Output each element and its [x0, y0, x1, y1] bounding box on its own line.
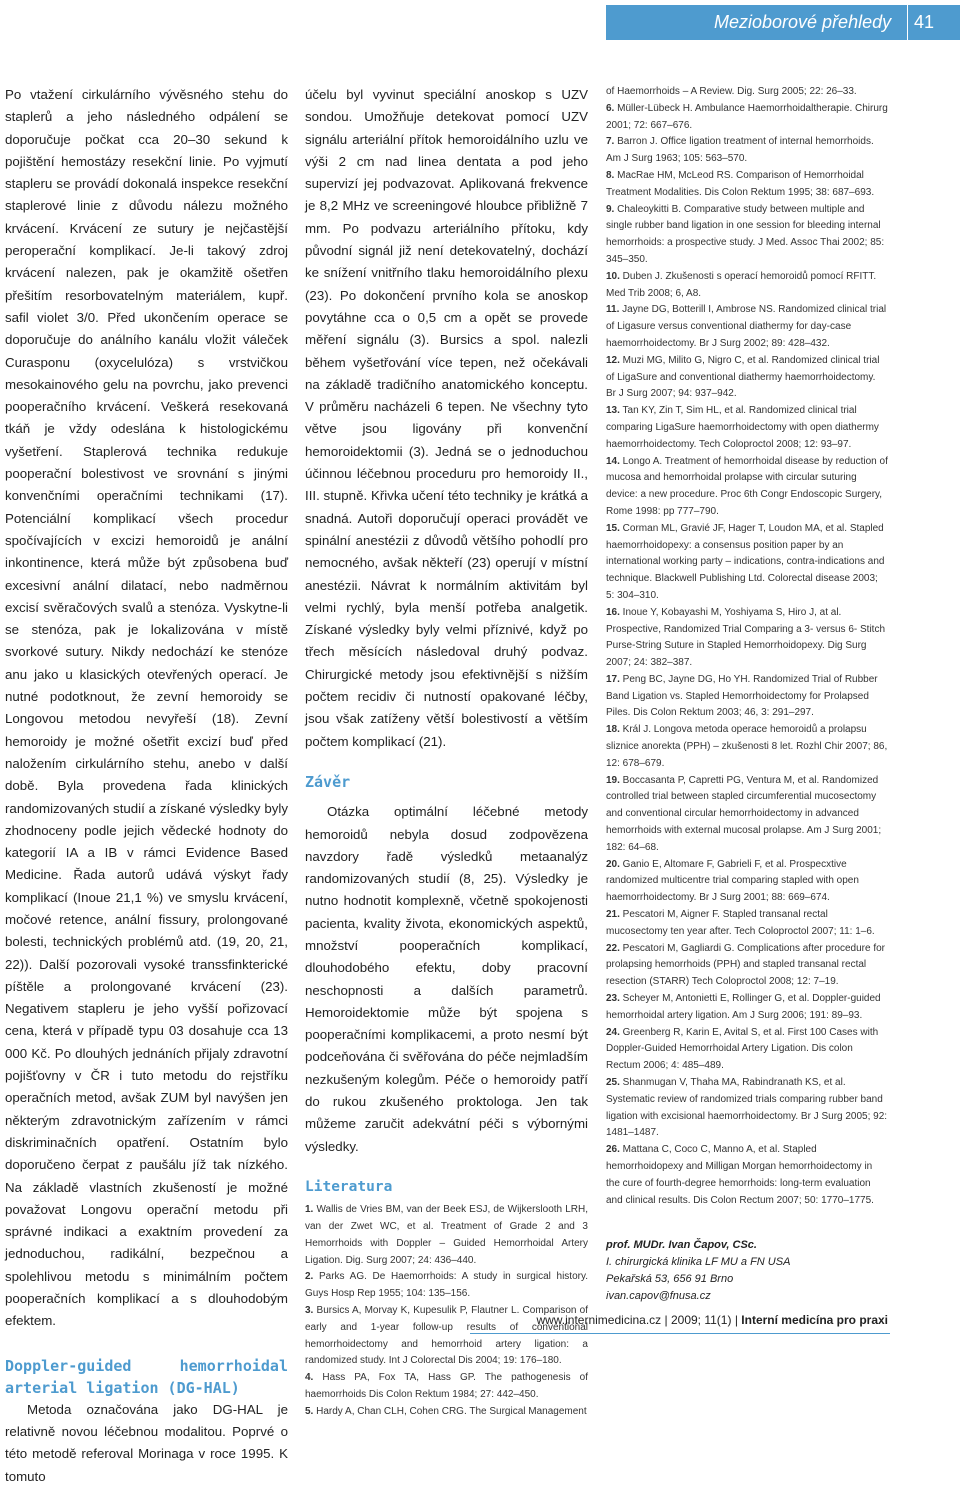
section-title: Mezioborové přehledy	[714, 12, 892, 32]
page-header	[606, 5, 960, 40]
column-2	[305, 84, 588, 1421]
page-number: 41	[913, 12, 934, 32]
author-block	[606, 1237, 888, 1305]
author-email[interactable]: ivan.capov@fnusa.cz	[606, 1290, 711, 1303]
reference-item: 2. Parks AG. De Haemorrhoids: A study in surgical history. Guys Hosp Rep 1955; 104: 135–156.	[305, 1271, 588, 1300]
footer-issue: 2009; 11(1)	[670, 1313, 732, 1327]
reference-item: 13. Tan KY, Zin T, Sim HL, et al. Randomized clinical trial comparing LigaSure haemorrhoidectomy with open diathermy haemorrhoidectomy. Tech Coloproctol 2008; 12: 93–97.	[606, 405, 879, 450]
reference-item: 12. Muzi MG, Milito G, Nigro C, et al. Randomized clinical trial of LigaSure and conventional diathermy haemorrhoidectomy. Br J Surg 2007; 94: 937–942.	[606, 354, 880, 400]
reference-item: 24. Greenberg R, Karin E, Avital S, et al. First 100 Cases with Doppler-Guided Hemorrhoidal Artery Ligation. Dis colon Rectum 2006; 4: 485–489.	[606, 1026, 879, 1072]
reference-item: 6. Müller-Lübeck H. Ambulance Haemorrhoidaltherapie. Chirurg 2001; 72: 667–676.	[606, 102, 888, 131]
reference-item: 25. Shanmugan V, Thaha MA, Rabindranath KS, et al. Systematic review of randomized trials comparing rubber band ligation with excisional haemorrhoidectomy. Br J Surg 2005; 92: 1481–1487.	[606, 1077, 888, 1139]
column-1	[5, 84, 288, 1488]
reference-item: 23. Scheyer M, Antonietti E, Rollinger G, et al. Doppler-guided hemorrhoidal artery ligation. Am J Surg 2006; 191: 89–93.	[606, 993, 881, 1021]
header-divider	[907, 5, 908, 40]
reference-item: 16. Inoue Y, Kobayashi M, Yoshiyama S, Hiro J, at al. Prospective, Randomized Trial Comparing a 3- versus 6- Stitch Purse-String Suture in Stapled Hemorrhoidopexy. Dig Surg 2007; 24: 382–387.	[606, 606, 886, 669]
author-address: Pekařská 53, 656 91 Brno	[606, 1273, 734, 1286]
section-heading-zaver: Závěr	[305, 772, 351, 791]
column-3	[606, 84, 888, 1305]
reference-item: 21. Pescatori M, Aigner F. Stapled transanal rectal mucosectomy ten year after. Tech Coloproctol 2007; 11: 1–6.	[606, 909, 875, 937]
reference-list	[606, 84, 888, 1209]
section-heading-dghal: Doppler-guided hemorrhoidal arterial ligation (DG-HAL)	[5, 1356, 288, 1397]
reference-item: 19. Boccasanta P, Capretti PG, Ventura M, et al. Randomized controlled trial between stapled circumferential mucosectomy and conventional circular hemorrhoidectomy in advanced hemorrhoids with external mucosal prolapse. Am J Surg 2001; 182: 64–68.	[606, 774, 882, 853]
paragraph: Po vtažení cirkulárního vývěsného stehu do staplerů a jeho následného odpálení se doporučuje počkat cca 20–30 sekund k pojištění hemostázy resekční linie. Po vyjmutí stapleru se provádí dokonalá inspekce resekční staplerové linie z důvodu nálezu možného krvácení. Krvácení ze sutury je nejčastější peroperační komplikací. Je-li takový zdroj krvácení nalezen, pak je okamžitě ošetřen přešitím resorbovatelným materiálem, kupř. safil violet 3/0. Před ukončením operace se doporučuje do análního kanálu vložit váleček Curasponu (oxycelulóza) s vrstvičkou mesokainového gelu na povrchu, jako prevenci pooperačního krvácení. Veškerá resekovaná tkáň je vždy odeslána k histologickému vyšetření. Staplerová technika redukuje pooperační bolestivost ve srovnání s jinými konvenčními operačními technikami (17). Potenciální komplikací všech procedur spočívajících v excizi hemoroidů je anální inkontinence, která může být způsobena buď excesivní anální dilatací, nebo nadměrnou excisí svěračových svalů a stenóza. Vyskytne-li se stenóza, pak je lokalizována v místě svorkové sutury. Nikdy nedochází ke stenóze anu jako u klasických otevřených operací. Je nutné podotknout, že zevní hemoroidy se Longovou metodou nevyřeší (18). Zevní hemoroidy je možné ošetřit excizí buď před naložením cirkulárního stehu, anebo v další době. Byla provedena řada klinických randomizovaných studií a získané výsledky byly zhodnoceny podle jejich vědecké hodnoty do kategorií IA a IB v rámci Evidence Based Medicine. Řada autorů udává výskyt řady komplikací (Inoue 21,1 %) ve smyslu krvácení, močové retence, anální fissury, prolongované bolesti, technických problémů atd. (19, 20, 21, 22)). Další pozorovali vysoké transsfinkterické píštěle a prolongované krvácení (23). Negativem stapleru je jeho vyšší pořizovací cena, která v případě typu 03 dosahuje cca 13 000 Kč. Po dlouhých jednáních přijaly zdravotní pojišťovny v ČR i tuto metodu do rejstříku operačních metod, avšak ZUM byl navýšen jen některým zdravotnickým zařízením v rámci diskriminačních opatření. Ostatním bylo doporučeno čerpat z paušálu jíž tak nízkého. Na základě vlastních zkušeností je možné považovat Longovu operační metodu při správné indikaci a exaktním provedení za jednoduchou, radikální, bezpečnou a spolehlivou metodu s minimálním počtem pooperačních komplikací a s dlouhodobým efektem.	[5, 87, 288, 1329]
reference-item: 9. Chaleoykitti B. Comparative study between multiple and single rubber band ligation in one session for bleeding internal hemorrhoids: a prospective study. J Med. Assoc Thai 2002; 85: 345–350.	[606, 203, 885, 265]
footer-separator: |	[734, 1313, 738, 1327]
reference-item: of Haemorrhoids – A Review. Dig. Surg 2005; 22: 26–33.	[606, 86, 857, 97]
reference-item: 7. Barron J. Office ligation treatment of internal hemorrhoids. Am J Surg 1963; 105: 563–570.	[606, 136, 874, 165]
paragraph: účelu byl vyvinut speciální anoskop s UZV sondou. Umožňuje detekovat pomocí UZV signálu arteriální přítok hemoroidálního uzlu ve výši 2 cm nad linea dentata a pod jeho supervizí jej podvazovat. Aplikovaná frekvence je 8,2 MHz ve screeningové hloubce přibližně 7 mm. Po podvazu arteriálního přítoku, kdy původní signál již není detekovatelný, dochází ke snížení vnitřního tlaku hemoroidálního plexu (23). Po dokončení prvního kola se anoskop povytáhne cca o 0,5 cm a opět se provede měření signálu (3). Bursics a spol. nalezli během vyšetřování více tepen, než očekávali na základě tradičního anatomického konceptu. V průměru nacházeli 6 tepen. Ne všechny tyto větve jsou ligovány při konvenční hemoroidektomii (3). Jedná se o jednoduchou účinnou léčebnou proceduru pro hemoroidy II., III. stupně. Křivka učení této techniky je krátká a snadná. Autoři doporučují operaci provádět ve spinální anestézii z důvodů většího pohodlí pro nemocného, avšak někteří (23) operují v místní anestézii. Návrat k normálním aktivitám byl velmi rychlý, byla menší potřeba analgetik. Získané výsledky byly velmi příznivé, když po třech měsících následoval druhý podvaz. Chirurgické metody jsou efektivnější s nižším počtem recidiv či nutností opakované léčby, jsou však zatíženy větší bolestivostí a větším počtem komplikací (21).	[305, 87, 588, 749]
reference-item: 10. Duben J. Zkušenosti s operací hemoroidů pomocí RFITT. Med Trib 2008; 6, A8.	[606, 270, 877, 299]
reference-item: 22. Pescatori M, Gagliardi G. Complications after procedure for prolapsing hemorrhoids (PPH) and stapled transanal rectal resection (STARR) Tech Coloproctol 2008; 12: 7–19.	[606, 942, 886, 988]
reference-item: 4. Hass PA, Fox TA, Hass GP. The pathogenesis of haemorrhoids Dis Colon Rektum 1984; 27: 442–450.	[305, 1372, 588, 1401]
reference-item: 5. Hardy A, Chan CLH, Cohen CRG. The Surgical Management	[305, 1405, 587, 1417]
reference-list	[305, 1202, 588, 1420]
reference-item: 18. Král J. Longova metoda operace hemoroidů a prolapsu sliznice anorekta (PPH) – zkušenosti 8 let. Rozhl Chir 2007; 86, 12: 678–679.	[606, 724, 888, 769]
footer-separator: |	[664, 1313, 668, 1327]
reference-item: 8. MacRae HM, McLeod RS. Comparison of Hemorrhoidal Treatment Modalities. Dis Colon Rektum 1995; 38: 687–693.	[606, 169, 875, 198]
reference-item: 17. Peng BC, Jayne DG, Ho YH. Randomized Trial of Rubber Band Ligation vs. Stapled Hemorrhoidectomy for Prolapsed Piles. Dis Colon Rektum 2003; 46, 3: 291–297.	[606, 673, 878, 719]
reference-item: 14. Longo A. Treatment of hemorrhoidal disease by reduction of mucosa and hemorrhoidal prolapse with circular suturing device: a new procedure. Proc 6th Congr Endoscopic Surgery, Rome 1998: pp 777–790.	[606, 455, 888, 517]
reference-item: 11. Jayne DG, Botterill I, Ambrose NS. Randomized clinical trial of Ligasure versus conventional diathermy for day-case haemorrhoidectomy. Br J Surg 2002; 89: 428–432.	[606, 304, 887, 349]
reference-item: 15. Corman ML, Gravié JF, Hager T, Loudon MA, et al. Stapled haemorrhoidopexy: a consensus position paper by an international working party – indications, contra-indications and technique. Blackwell Publishing Ltd. Colorectal disease 2003; 5: 304–310.	[606, 522, 885, 601]
reference-item: 3. Bursics A, Morvay K, Kupesulik P, Flautner L. Comparison of early and 1-year follow-up results of conventional hemorrhoidectomy and hemorrhoid artery ligation: a randomized study. Int J Colorectal Dis 2004; 19: 176–180.	[305, 1305, 588, 1367]
paragraph: Metoda označována jako DG-HAL je relativně novou léčebnou modalitou. Poprvé o této metodě referoval Morinaga v roce 1995. K tomuto	[5, 1401, 288, 1484]
reference-item: 1. Wallis de Vries BM, van der Beek ESJ, de Wijkerslooth LRH, van der Zwet WC, et al. Treatment of Grade 2 and 3 Hemorrhoids with Doppler – Guided Hemorrhoidal Artery Ligation. Dig. Surg 2007; 24: 436–440.	[305, 1204, 588, 1266]
paragraph: Otázka optimální léčebné metody hemoroidů nebyla dosud zodpovězena navzdory řadě výsledků metaanalýz randomizovaných studií (8, 25). Výsledky je nutno hodnotit komplexně, včetně spokojenosti pacienta, kvality života, ekonomických aspektů, množství pooperačních komplikací, dlouhodobého efektu, doby pracovní neschopnosti a dalších parametrů. Hemoroidektomie může být spojena s pooperačními komplikacemi, a proto nesmí být podceňována či svěřována do péče nejmladším nezkušeným kolegům. Péče o hemoroidy patří do rukou zkušeného proktologa. Jen tak můžeme zaručit adekvátní péči s výbornými výsledky.	[305, 804, 588, 1154]
reference-item: 20. Ganio E, Altomare F, Gabrieli F, et al. Prospecxtive randomized multicentre trial comparing stapled with open haemorrhoidectomy. Br J Surg 2001; 88: 669–674.	[606, 858, 859, 904]
footer-rule	[470, 1333, 890, 1334]
author-department: I. chirurgická klinika LF MU a FN USA	[606, 1256, 791, 1269]
page-footer	[470, 1313, 888, 1327]
author-name: prof. MUDr. Ivan Čapov, CSc.	[606, 1239, 757, 1252]
section-heading-literatura: Literatura	[305, 1178, 393, 1195]
footer-url[interactable]: www.internimedicina.cz	[536, 1313, 662, 1327]
footer-journal: Interní medicína pro praxi	[741, 1313, 888, 1327]
reference-item: 26. Mattana C, Coco C, Manno A, et al. Stapled hemorrhoidopexy and Milligan Morgan hemorrhoidectomy in the cure of fourth-degree hemorrhoids: long-term evaluation and clinical results. Dis Colon Rectum 2007; 50: 1770–1775.	[606, 1144, 874, 1206]
